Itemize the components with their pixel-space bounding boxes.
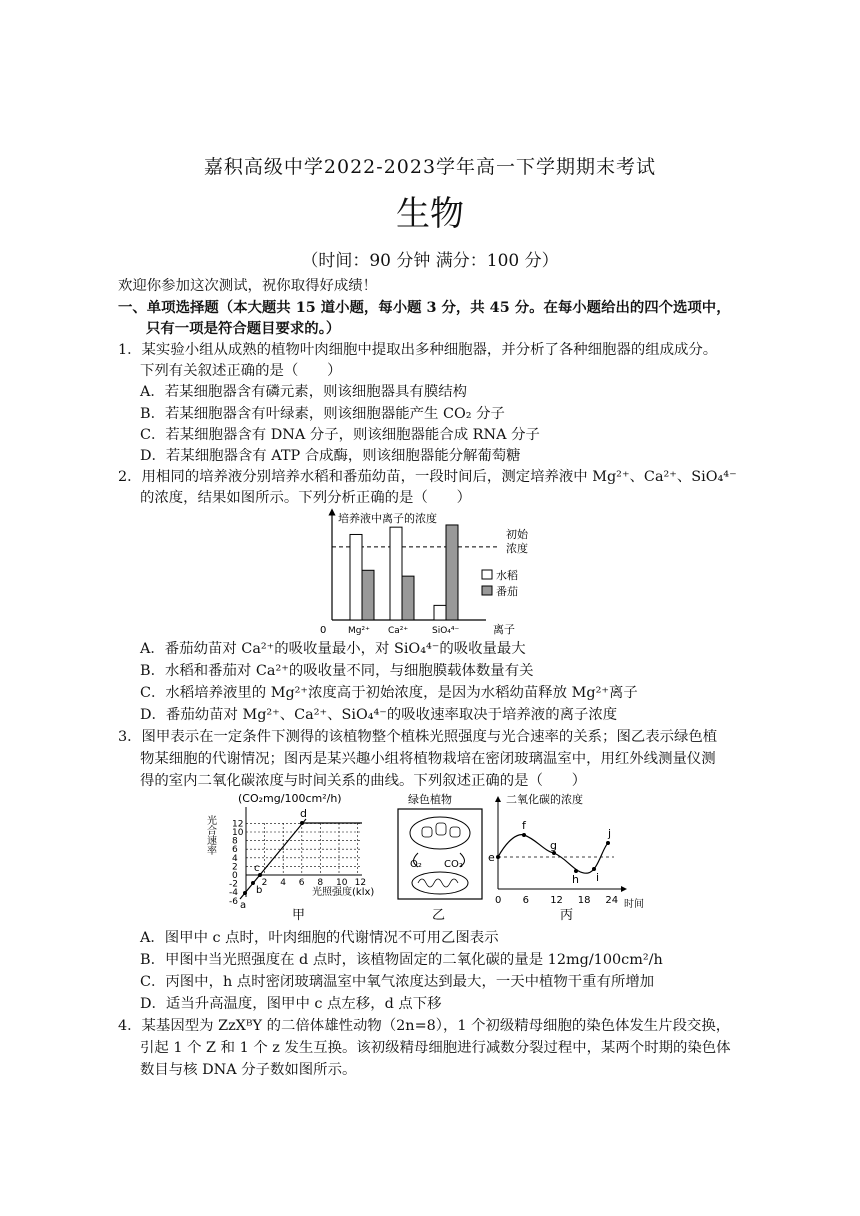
q2-option-c: C．水稻培养液里的 Mg²⁺浓度高于初始浓度，是因为水稻幼苗释放 Mg²⁺离子 bbox=[140, 685, 638, 701]
q3-option-b: B．甲图中当光照强度在 d 点时，该植物固定的二氧化碳的量是 12mg/100cm²/h bbox=[140, 952, 663, 968]
subject-title: 生物 bbox=[396, 194, 464, 234]
bar-水稻-0 bbox=[350, 534, 362, 620]
bing-point-j bbox=[606, 841, 610, 845]
jia-y-tick-0: 12 bbox=[232, 819, 244, 830]
jia-label-c: c bbox=[254, 863, 260, 874]
jia-label-d: d bbox=[300, 807, 307, 820]
q1-option-c: C．若某细胞器含有 DNA 分子，则该细胞器能合成 RNA 分子 bbox=[140, 427, 540, 443]
bing-label-e: e bbox=[488, 851, 495, 864]
bing-label-i: i bbox=[596, 871, 600, 884]
yi-cell-box bbox=[398, 809, 482, 899]
q3-stem-line1: 3．图甲表示在一定条件下测得的该植物整个植株光照强度与光合速率的关系；图乙表示绿色植 bbox=[118, 729, 718, 745]
thylakoid-stack-3 bbox=[450, 827, 460, 837]
bar-番茄-0 bbox=[362, 570, 374, 620]
q3-option-c: C．丙图中，h 点时密闭玻璃温室中氧气浓度达到最大，一天中植物干重有所增加 bbox=[140, 974, 655, 990]
initial-label-line1: 初始 bbox=[506, 528, 528, 541]
y-axis-label: 培养液中离子的浓度 bbox=[338, 512, 437, 525]
initial-label-line2: 浓度 bbox=[506, 542, 528, 555]
bing-x-tick-2: 12 bbox=[550, 895, 563, 906]
q3-option-a: A．图甲中 c 点时，叶肉细胞的代谢情况不可用乙图表示 bbox=[140, 930, 499, 946]
x-tick-label-1: Ca²⁺ bbox=[388, 626, 409, 636]
section-heading-line1: 一、单项选择题（本大题共 15 道小题，每小题 3 分，共 45 分。在每小题给出的四个选项中， bbox=[118, 299, 731, 316]
jia-y-tick-5: 2 bbox=[232, 862, 238, 873]
bing-point-f bbox=[522, 833, 526, 837]
jia-x-tick-1: 4 bbox=[280, 878, 286, 888]
bing-x-label: 时间 bbox=[624, 899, 644, 910]
jia-y-tick-9: -6 bbox=[229, 896, 238, 907]
legend-label-rice: 水稻 bbox=[496, 569, 518, 582]
ion-concentration-bar-chart bbox=[318, 508, 543, 638]
mitochondrion bbox=[412, 872, 468, 894]
bing-point-e bbox=[496, 855, 500, 859]
greeting: 欢迎你参加这次测试，祝你取得好成绩！ bbox=[118, 278, 378, 294]
jia-x-label: 光照强度(klx) bbox=[312, 887, 374, 898]
legend-swatch-tomato bbox=[482, 586, 492, 595]
bing-label-j: j bbox=[608, 827, 612, 840]
jia-label-a: a bbox=[240, 900, 247, 911]
q1-option-d: D．若某细胞器含有 ATP 合成酶，则该细胞器能分解葡萄糖 bbox=[140, 448, 521, 464]
jia-x-tick-0: 2 bbox=[261, 878, 268, 888]
q1-stem-line2: 下列有关叙述正确的是（ ） bbox=[140, 363, 342, 379]
bing-x-tick-3: 18 bbox=[577, 895, 591, 906]
q2-option-b: B．水稻和番茄对 Ca²⁺的吸收量不同，与细胞膜载体数量有关 bbox=[140, 663, 534, 679]
jia-y-tick-6: 0 bbox=[232, 871, 238, 881]
bing-title: 二氧化碳的浓度 bbox=[506, 793, 583, 806]
bing-label-f: f bbox=[522, 819, 526, 832]
jia-point-d bbox=[300, 821, 304, 825]
exam-title: 嘉积高级中学2022-2023学年高一下学期期末考试 bbox=[203, 156, 657, 178]
jia-y-tick-2: 8 bbox=[232, 836, 238, 847]
jia-point-a bbox=[243, 891, 247, 895]
jia-caption: 甲 bbox=[292, 908, 306, 923]
legend-label-tomato: 番茄 bbox=[496, 585, 518, 598]
bar-番茄-1 bbox=[402, 576, 414, 620]
bing-x-tick-0: 0 bbox=[495, 895, 502, 906]
jia-label-b: b bbox=[256, 885, 263, 896]
jia-x-tick-3: 8 bbox=[317, 878, 324, 888]
jia-unit-label: (CO₂mg/100cm²/h) bbox=[238, 792, 342, 805]
q2-stem-line1: 2．用相同的培养液分别培养水稻和番茄幼苗，一段时间后，测定培养液中 Mg²⁺、Ca²⁺、SiO₄⁴⁻ bbox=[118, 469, 737, 485]
bing-caption: 丙 bbox=[560, 908, 574, 923]
jia-x-tick-5: 12 bbox=[354, 878, 367, 888]
jia-y-label: 光合速率 bbox=[204, 815, 216, 855]
legend-swatch-rice bbox=[482, 570, 492, 579]
q1-stem-line1: 1．某实验小组从成熟的植物叶肉细胞中提取出多种细胞器，并分析了各种细胞器的组成成分。 bbox=[118, 342, 718, 358]
bing-label-h: h bbox=[572, 873, 579, 886]
q2-option-d: D．番茄幼苗对 Mg²⁺、Ca²⁺、SiO₄⁴⁻的吸收速率取决于培养液的离子浓度 bbox=[140, 707, 618, 723]
q4-stem-line2: 引起 1 个 Z 和 1 个 z 发生互换。该初级精母细胞进行减数分裂过程中，某两个时期的染色体 bbox=[140, 1040, 731, 1056]
q1-option-a: A．若某细胞器含有磷元素，则该细胞器具有膜结构 bbox=[140, 384, 467, 400]
x-tick-label-0: Mg²⁺ bbox=[348, 626, 370, 636]
figure-jia bbox=[204, 789, 374, 923]
figure-yi bbox=[394, 789, 488, 923]
q4-stem-line3: 数目与核 DNA 分子数如图所示。 bbox=[140, 1062, 357, 1078]
jia-y-tick-8: -4 bbox=[229, 888, 238, 899]
x-tick-label-2: SiO₄⁴⁻ bbox=[432, 626, 460, 636]
bing-label-g: g bbox=[550, 839, 557, 852]
bing-x-tick-4: 24 bbox=[605, 895, 619, 906]
jia-y-tick-1: 10 bbox=[232, 828, 244, 838]
jia-y-tick-3: 6 bbox=[232, 845, 238, 856]
yi-o2-label: O₂ bbox=[410, 859, 422, 870]
origin-label: 0 bbox=[320, 625, 327, 636]
q3-option-d: D．适当升高温度，图甲中 c 点左移，d 点下移 bbox=[140, 996, 442, 1012]
thylakoid-stack-2 bbox=[436, 823, 446, 835]
jia-point-b bbox=[251, 881, 255, 885]
x-axis-label: 离子 bbox=[493, 623, 515, 636]
jia-x-tick-4: 10 bbox=[336, 878, 348, 888]
bar-水稻-2 bbox=[434, 605, 446, 620]
jia-x-tick-2: 6 bbox=[298, 878, 305, 888]
jia-y-tick-4: 4 bbox=[232, 853, 238, 864]
yi-caption: 乙 bbox=[432, 908, 446, 923]
exam-info: （时间：90 分钟 满分：100 分） bbox=[301, 251, 559, 271]
yi-title: 绿色植物 bbox=[408, 793, 452, 806]
figure-bing bbox=[484, 789, 654, 923]
yi-co2-label: CO₂ bbox=[444, 859, 463, 870]
q2-option-a: A．番茄幼苗对 Ca²⁺的吸收量最小，对 SiO₄⁴⁻的吸收量最大 bbox=[140, 641, 526, 657]
bar-水稻-1 bbox=[390, 527, 402, 620]
q3-stem-line2: 物某细胞的代谢情况；图丙是某兴趣小组将植物栽培在密闭玻璃温室中，用红外线测量仪测 bbox=[140, 751, 716, 767]
q4-stem-line1: 4．某基因型为 ZzXᴮY 的二倍体雄性动物（2n=8），1 个初级精母细胞的染色体发生片段交换， bbox=[118, 1018, 731, 1034]
jia-curve bbox=[240, 819, 306, 899]
q1-option-b: B．若某细胞器含有叶绿素，则该细胞器能产生 CO₂ 分子 bbox=[140, 406, 505, 422]
section-heading-line2: 只有一项是符合题目要求的。） bbox=[146, 320, 341, 337]
q3-stem-line3: 得的室内二氧化碳浓度与时间关系的曲线。下列叙述正确的是（ ） bbox=[140, 773, 587, 789]
q2-stem-line2: 的浓度，结果如图所示。下列分析正确的是（ ） bbox=[140, 490, 471, 506]
jia-y-tick-7: -2 bbox=[229, 879, 238, 890]
mitochondrion-cristae bbox=[418, 879, 458, 887]
bing-x-tick-1: 6 bbox=[522, 895, 529, 906]
thylakoid-stack-1 bbox=[422, 827, 432, 837]
bar-番茄-2 bbox=[446, 525, 458, 620]
